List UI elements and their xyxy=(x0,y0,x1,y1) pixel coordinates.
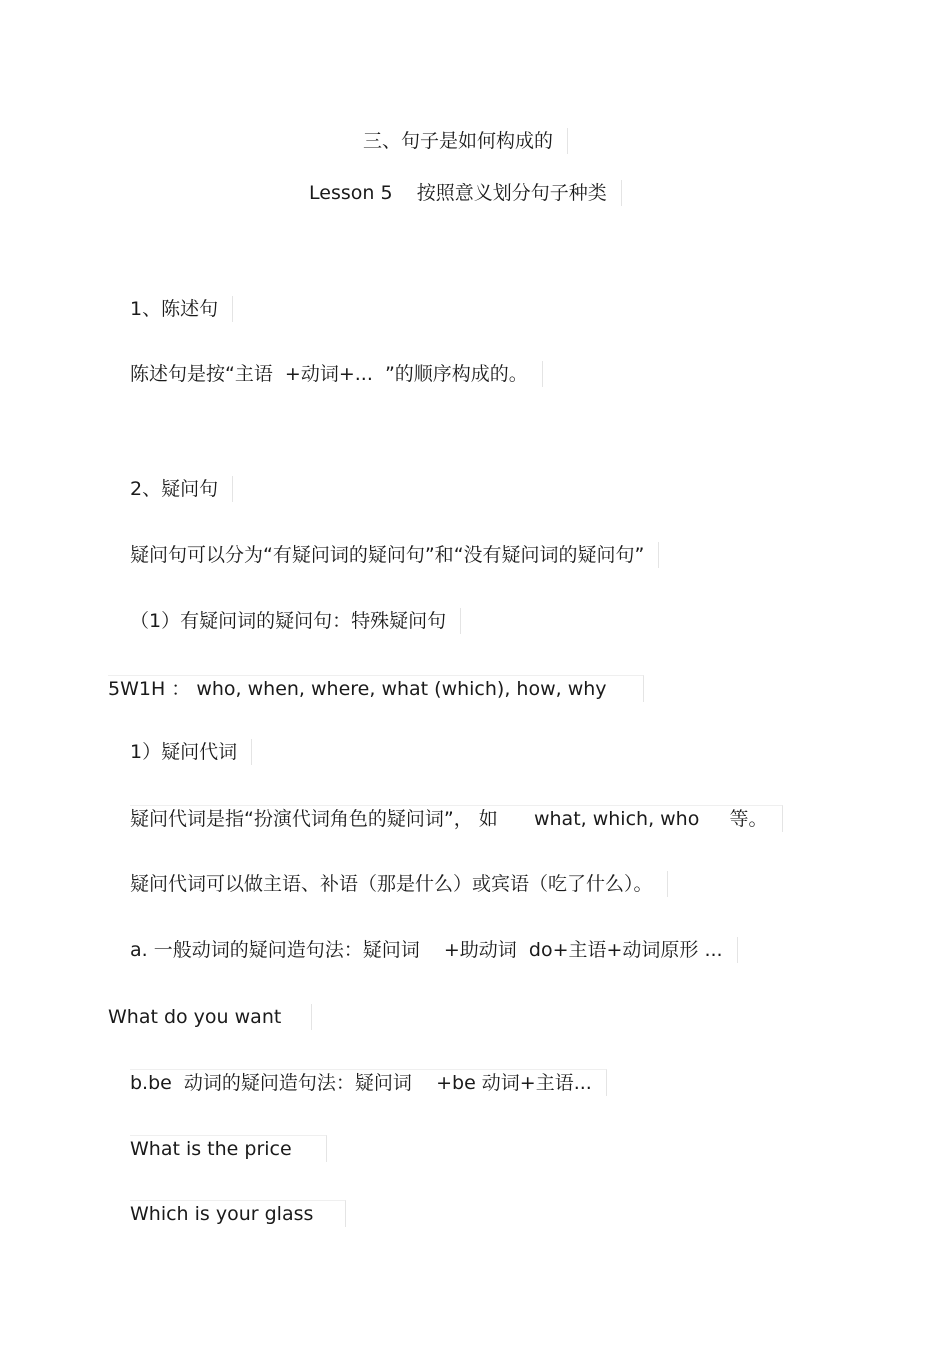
wh-words-list: 5W1H ： who, when, where, what (which), how, why xyxy=(108,675,644,702)
example-b2: Which is your glass xyxy=(130,1200,346,1227)
interrogative-description: 疑问句可以分为“有疑问词的疑问句”和“没有疑问词的疑问句” xyxy=(130,542,659,568)
pronoun-heading: 1）疑问代词 xyxy=(130,739,252,765)
wh-question-subheading: （1）有疑问词的疑问句：特殊疑问句 xyxy=(130,608,461,634)
rule-b-be-verb: b.be 动词的疑问造句法：疑问词 +be 动词+主语... xyxy=(130,1069,607,1096)
chapter-title: 三、句子是如何构成的 xyxy=(363,128,568,154)
rule-a-general-verb: a. 一般动词的疑问造句法：疑问词 +助动词 do+主语+动词原形 ... xyxy=(130,937,738,963)
declarative-description: 陈述句是按“主语 +动词+... ”的顺序构成的。 xyxy=(130,361,543,387)
example-a: What do you want xyxy=(108,1004,312,1030)
interrogative-heading: 2、疑问句 xyxy=(130,476,233,502)
pronoun-usage: 疑问代词可以做主语、补语（那是什么）或宾语（吃了什么）。 xyxy=(130,871,668,897)
lesson-title: Lesson 5 按照意义划分句子种类 xyxy=(309,180,622,206)
example-b1: What is the price xyxy=(130,1135,327,1162)
declarative-heading: 1、陈述句 xyxy=(130,296,233,322)
pronoun-definition: 疑问代词是指“扮演代词角色的疑问词”， 如 what, which, who 等。 xyxy=(130,805,783,832)
